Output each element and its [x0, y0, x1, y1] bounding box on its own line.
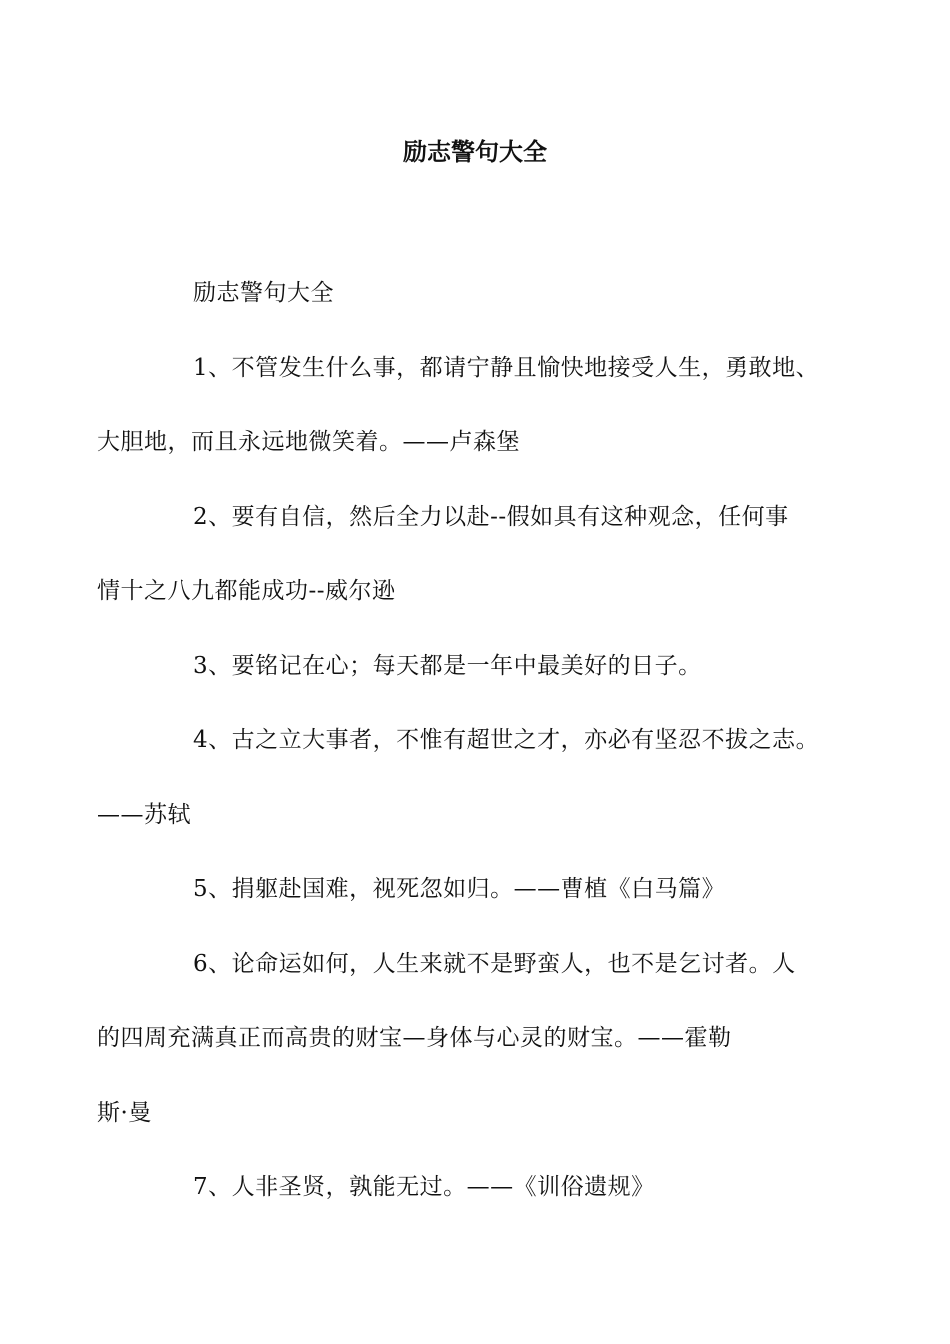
quote-paragraph-7: [145, 1150, 825, 1225]
quote-paragraph-3: [145, 629, 825, 704]
quote-line: 6、论命运如何，人生来就不是野蛮人，也不是乞讨者。人: [193, 950, 796, 977]
quote-line: 4、古之立大事者，不惟有超世之才，亦必有坚忍不拔之志。: [193, 727, 820, 753]
quote-paragraph-1: [97, 331, 825, 480]
quote-line: 7、人非圣贤，孰能无过。——《训俗遗规》: [193, 1174, 655, 1200]
subtitle-paragraph: [145, 256, 825, 331]
quote-paragraph-5: [145, 852, 825, 927]
quote-line: 3、要铭记在心；每天都是一年中最美好的日子。: [193, 652, 702, 679]
subtitle-line: 励志警句大全: [193, 280, 334, 306]
quote-line: ——苏轼: [97, 801, 191, 828]
quote-paragraph-6: [97, 927, 825, 1151]
quote-line: 情十之八九都能成功--威尔逊: [97, 578, 396, 604]
quote-line: 大胆地，而且永远地微笑着。——卢森堡: [97, 429, 520, 455]
quote-line: 1、不管发生什么事，都请宁静且愉快地接受人生，勇敢地、: [193, 354, 820, 381]
document-body: [97, 256, 825, 1225]
quote-line: 5、捐躯赴国难，视死忽如归。——曹植《白马篇》: [193, 876, 726, 902]
page-title: 励志警句大全: [403, 137, 547, 166]
quote-paragraph-4: [97, 703, 825, 852]
quote-paragraph-2: [97, 480, 825, 629]
quote-line: 2、要有自信，然后全力以赴--假如具有这种观念，任何事: [193, 503, 789, 530]
quote-line: 斯·曼: [97, 1099, 152, 1126]
quote-line: 的四周充满真正而高贵的财宝—身体与心灵的财宝。——霍勒: [97, 1025, 732, 1051]
